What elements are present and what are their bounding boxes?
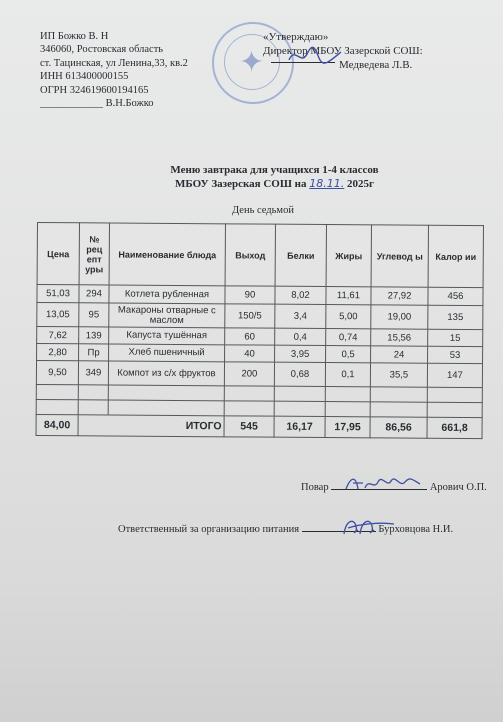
total-calories: 661,8 <box>427 417 482 438</box>
cell-dish: Макароны отварные с маслом <box>109 303 225 328</box>
cell-fats: 11,61 <box>326 287 371 305</box>
cook-name: Арович О.П. <box>429 482 487 493</box>
stamp-emblem-icon: ✦ <box>239 46 265 79</box>
supplier-inn: ИНН 613400000155 <box>40 71 129 83</box>
cell-output: 150/5 <box>225 304 275 328</box>
cell-proteins: 0,68 <box>274 362 325 386</box>
approval-position: Директор МБОУ Зазерской СОШ: <box>263 45 423 57</box>
approval-director-name: Медведева Л.В. <box>339 59 413 71</box>
cell-recipe: Пр <box>79 344 109 361</box>
header-dish: Наименование блюда <box>109 223 225 286</box>
cell-fats: 0,1 <box>325 363 370 387</box>
table-total-row <box>36 414 482 438</box>
cell-recipe: 349 <box>78 361 108 385</box>
cell-dish: Хлеб пшеничный <box>109 344 225 362</box>
header-recipe: № рец епт уры <box>79 223 109 285</box>
header-fats: Жиры <box>326 225 371 287</box>
total-label: ИТОГО <box>78 415 224 437</box>
cell-price: 13,05 <box>37 303 79 327</box>
cell-output: 200 <box>224 362 274 386</box>
cell-proteins: 3,4 <box>275 304 326 328</box>
total-carbs: 86,56 <box>370 417 427 438</box>
header-proteins: Белки <box>275 224 326 286</box>
cell-calories: 15 <box>428 329 483 346</box>
cell-dish: Капуста тушённая <box>109 327 225 345</box>
cell-proteins: 8,02 <box>275 286 326 304</box>
menu-date: 18.11. <box>309 177 345 190</box>
menu-subtitle <box>23 177 503 190</box>
header-calories: Калор ии <box>428 225 483 287</box>
responsible-name: Бурховцова Н.И. <box>378 524 454 535</box>
table-row <box>36 361 482 388</box>
director-signature-icon <box>285 40 345 70</box>
supplier-name: ИП Божко В. Н <box>40 31 109 42</box>
total-output: 545 <box>224 416 274 437</box>
approval-heading: «Утверждаю» <box>263 31 329 43</box>
header-price: Цена <box>37 223 79 285</box>
cell-proteins: 0,4 <box>275 328 326 345</box>
cell-price: 9,50 <box>36 361 78 385</box>
menu-year: 2025г <box>347 178 374 190</box>
responsible-signature-icon <box>340 514 398 540</box>
table-row <box>37 303 483 330</box>
cell-carbs: 15,56 <box>371 329 428 346</box>
cell-calories: 135 <box>428 305 483 329</box>
supplier-address-region: 346060, Ростовская область <box>40 44 164 56</box>
cook-signature-icon <box>343 472 423 494</box>
cell-output: 60 <box>225 328 275 345</box>
cell-price: 51,03 <box>37 285 79 303</box>
cell-calories: 456 <box>428 287 483 305</box>
header-carbs: Углевод ы <box>371 225 428 287</box>
cell-dish: Компот из с/х фруктов <box>108 361 224 386</box>
cell-fats: 5,00 <box>326 305 371 329</box>
cell-recipe: 139 <box>79 327 109 344</box>
total-fats: 17,95 <box>325 417 370 438</box>
cell-output: 90 <box>225 286 275 304</box>
school-name: МБОУ Зазерская СОШ на <box>175 178 307 190</box>
cell-carbs: 24 <box>371 346 428 363</box>
supplier-signature-line: ____________ В.Н.Божко <box>40 98 154 110</box>
cell-output: 40 <box>225 345 275 362</box>
cell-recipe: 294 <box>79 285 109 303</box>
cell-proteins: 3,95 <box>275 345 326 362</box>
responsible-signature-line <box>118 524 453 535</box>
menu-table <box>36 222 484 439</box>
cell-carbs: 19,00 <box>371 305 428 329</box>
menu-day: День седьмой <box>232 205 294 216</box>
cook-role: Повар <box>301 482 329 493</box>
supplier-block <box>40 30 188 110</box>
responsible-role: Ответственный за организацию питания <box>118 524 300 535</box>
cell-calories: 147 <box>427 363 482 387</box>
cell-fats: 0,5 <box>326 346 371 363</box>
cell-carbs: 27,92 <box>371 287 428 305</box>
supplier-ogrn: ОГРН 324619600194165 <box>40 84 149 96</box>
cell-fats: 0,74 <box>326 329 371 346</box>
total-proteins: 16,17 <box>274 416 325 437</box>
menu-title: Меню завтрака для учащихся 1-4 классов <box>170 164 379 176</box>
cell-dish: Котлета рубленная <box>109 285 225 304</box>
cell-carbs: 35,5 <box>370 363 427 387</box>
total-price: 84,00 <box>36 414 78 435</box>
table-header-row <box>37 223 483 288</box>
cell-calories: 53 <box>428 346 483 363</box>
cell-price: 7,62 <box>37 327 79 344</box>
supplier-address-street: ст. Тацинская, ул Ленина,33, кв.2 <box>40 57 188 69</box>
cell-price: 2,80 <box>37 344 79 361</box>
cell-recipe: 95 <box>79 303 109 327</box>
header-output: Выход <box>225 224 275 286</box>
